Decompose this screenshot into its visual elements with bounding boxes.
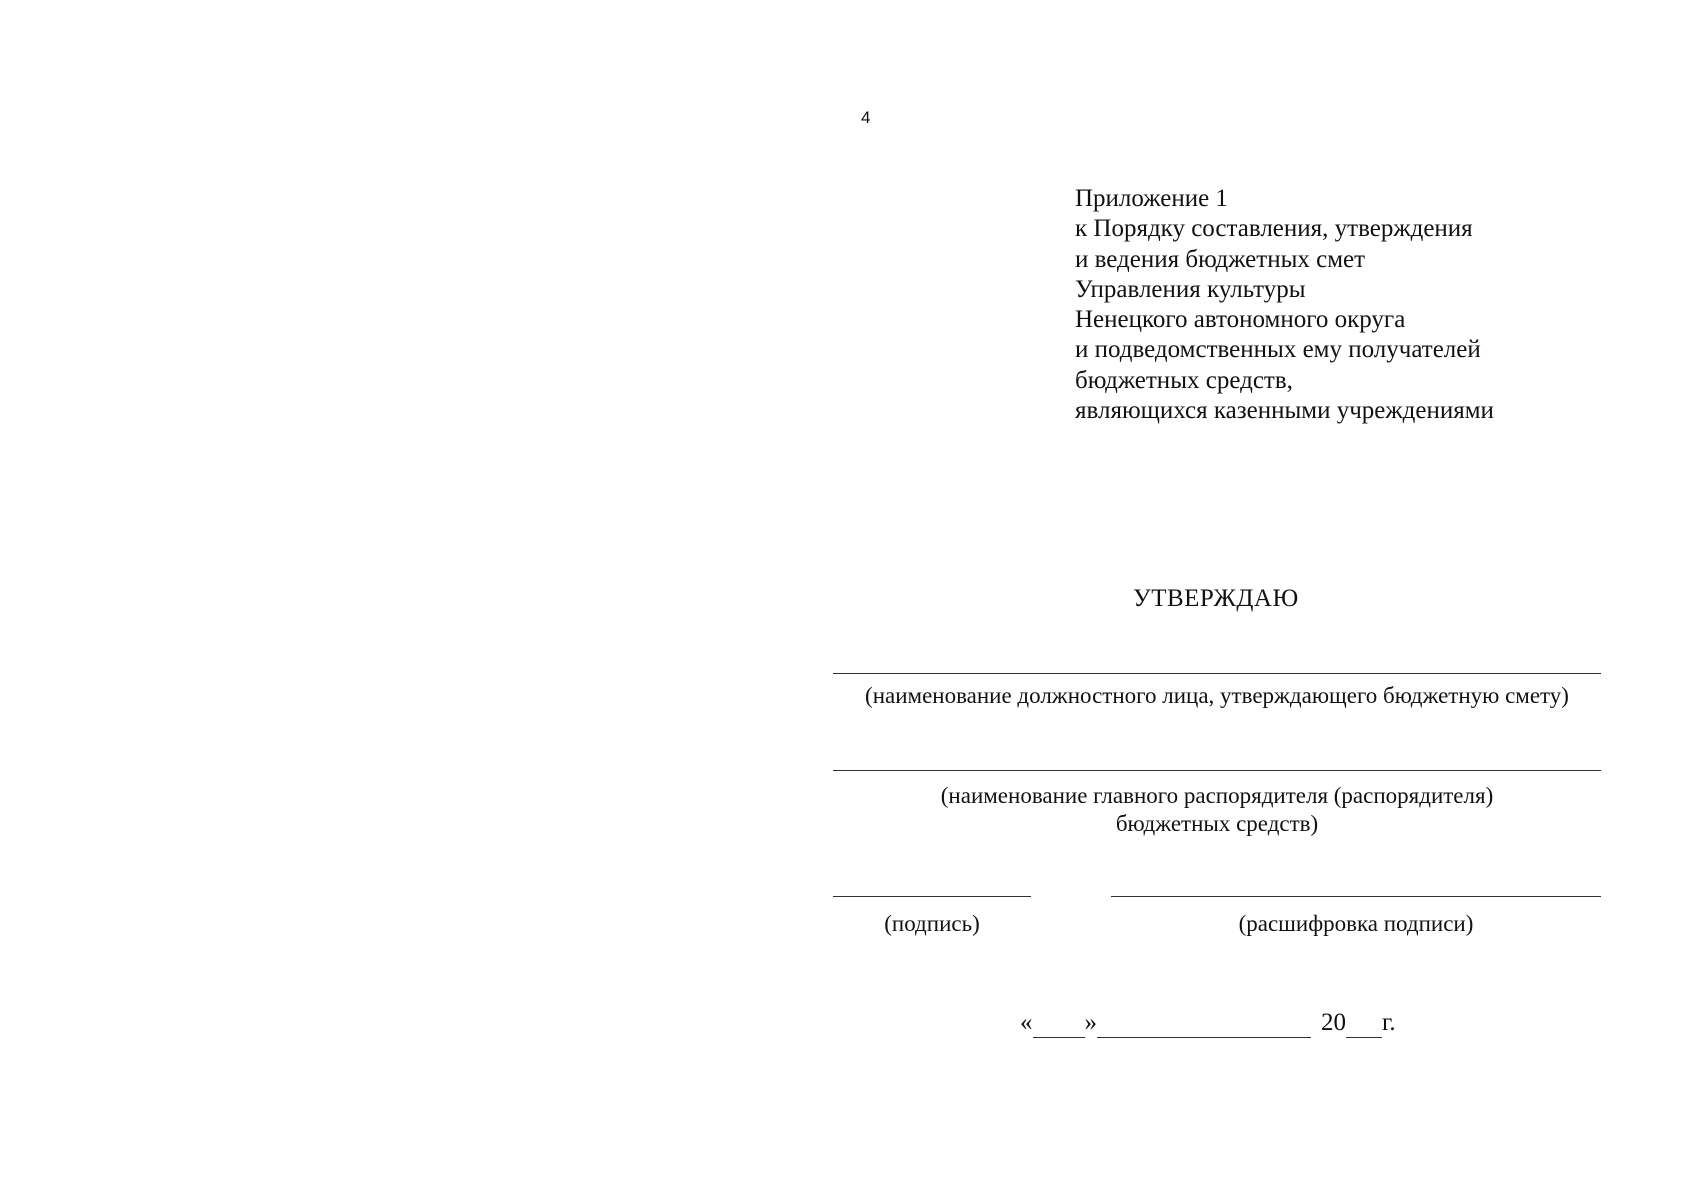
- manager-name-caption-line2: бюджетных средств): [1115, 811, 1319, 836]
- signature-caption: (подпись): [884, 911, 980, 936]
- date-open-quote: «: [1020, 1009, 1033, 1036]
- manager-name-line: [833, 770, 1601, 771]
- official-name-line: [833, 673, 1601, 674]
- approval-heading: УТВЕРЖДАЮ: [1133, 585, 1299, 612]
- appendix-line: бюджетных средств,: [1075, 366, 1293, 394]
- page-number: 4: [861, 108, 871, 127]
- day-blank: [1033, 1011, 1085, 1038]
- year-prefix: 20: [1321, 1009, 1346, 1036]
- appendix-line: являющихся казенными учреждениями: [1075, 397, 1494, 425]
- signature-decoding-caption: (расшифровка подписи): [1238, 911, 1474, 936]
- date-close-quote: »: [1084, 1009, 1097, 1036]
- year-blank: [1346, 1011, 1382, 1038]
- manager-name-caption-line1: (наименование главного распорядителя (распорядителя): [940, 783, 1494, 808]
- appendix-line: и подведомственных ему получателей: [1075, 336, 1481, 364]
- appendix-line: Приложение 1: [1075, 185, 1228, 212]
- appendix-line: к Порядку составления, утверждения: [1075, 215, 1473, 243]
- signature-line: [833, 896, 1031, 897]
- appendix-line: и ведения бюджетных смет: [1075, 245, 1366, 273]
- appendix-line: Управления культуры: [1075, 275, 1306, 303]
- appendix-header: [1075, 184, 1494, 426]
- approval-date: [1020, 1008, 1396, 1044]
- official-name-caption: (наименование должностного лица, утверждающего бюджетную смету): [865, 683, 1569, 708]
- signature-decoding-line: [1111, 896, 1601, 897]
- year-suffix: г.: [1382, 1009, 1396, 1036]
- appendix-line: Ненецкого автономного округа: [1075, 306, 1406, 334]
- month-blank: [1097, 1011, 1311, 1038]
